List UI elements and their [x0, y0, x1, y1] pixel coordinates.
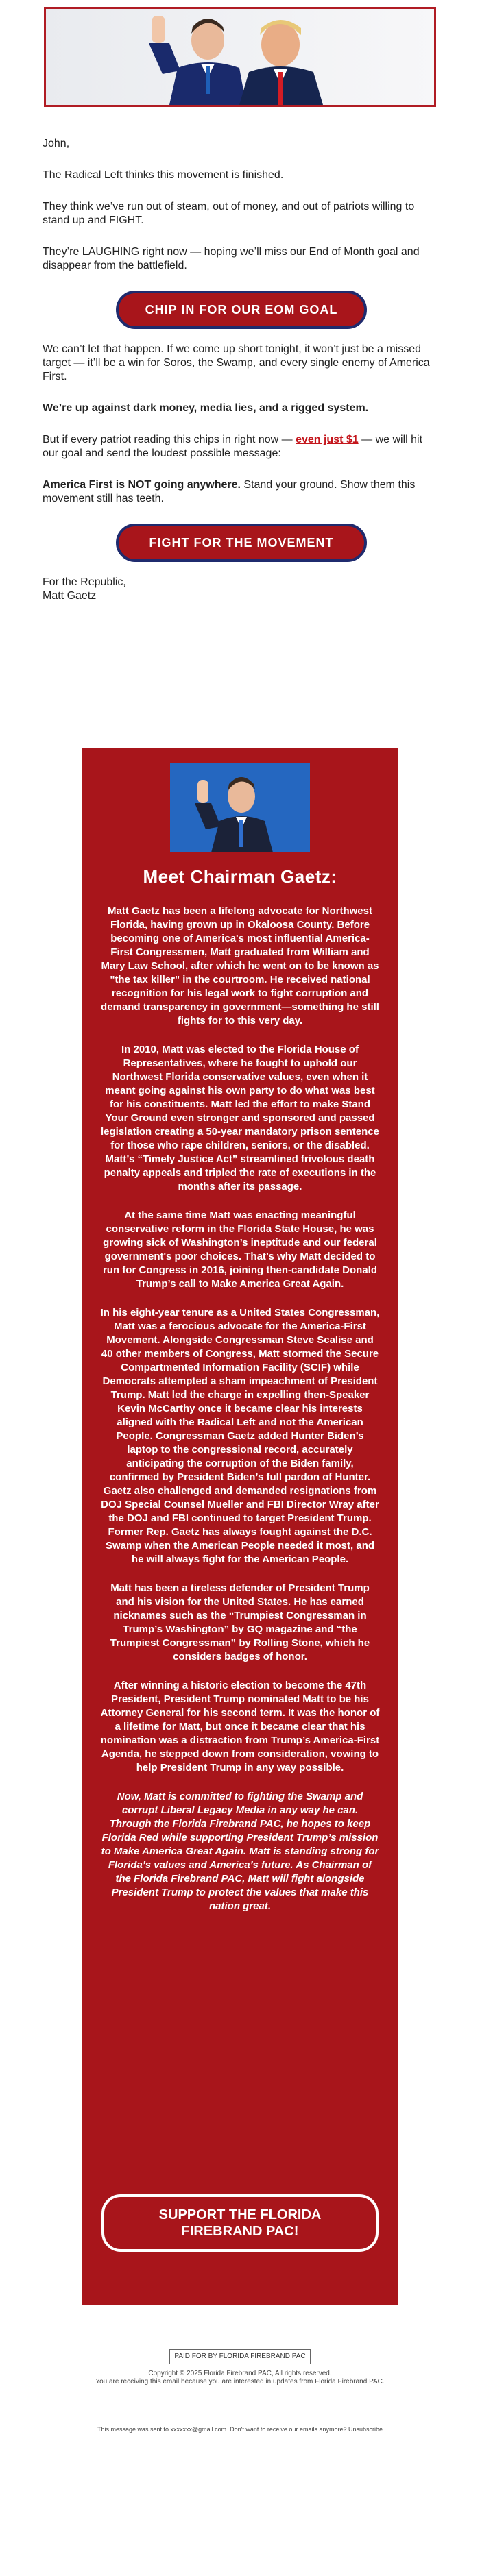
fight-for-movement-button[interactable]: FIGHT FOR THE MOVEMENT — [116, 524, 367, 562]
bio-section — [82, 748, 398, 2305]
paid-for-disclaimer: PAID FOR BY FLORIDA FIREBRAND PAC — [169, 2349, 310, 2364]
bio-paragraph-4: In his eight-year tenure as a United States Congressman, Matt was a ferocious advocate for the America-First Movement. Alongside Congressman Steve Scalise and 40 other members of Congress, Matt stormed the Secure Compartmented Information Facility (SCIF) while Democrats attempted a sham impeachment of President Trump. Matt led the charge in expelling then-Speaker Kevin McCarthy once it became clear his interests aligned with the Radical Left and not the American People. Congressman Gaetz added Hunter Biden’s laptop to the congressional record, accurately anticipating the corruption of the Biden family, confirmed by President Biden’s full pardon of Hunter. Gaetz also challenged and demanded resignations from DOJ Special Counsel Mueller and FBI Director Wray after the DOJ and FBI continued to target President Trump. Former Rep. Gaetz has always fought against the D.C. Swamp when the American People needed it most, and he will always fight for the American People. — [100, 1307, 380, 1565]
chairman-portrait — [170, 763, 310, 852]
bio-heading: Meet Chairman Gaetz: — [143, 866, 337, 887]
support-pac-button[interactable] — [101, 2194, 379, 2252]
paragraph-6 — [43, 433, 440, 461]
paragraph-4: We can’t let that happen. If we come up short tonight, it won’t just be a missed target — it’ll be a win for Soros, the Swamp, and every single enemy of America First. — [43, 343, 430, 382]
signature: Matt Gaetz — [43, 590, 97, 602]
paragraph-3: They’re LAUGHING right now — hoping we’ll miss our End of Month goal and disappear from the battlefield. — [43, 246, 420, 271]
unsubscribe-line[interactable]: This message was sent to xxxxxxx@gmail.com. Don't want to receive our emails anymore? Unsubscribe — [97, 2426, 383, 2433]
bio-text — [100, 905, 380, 1928]
paragraph-7-bold: America First is NOT going anywhere. — [43, 479, 241, 491]
paragraph-6-start: But if every patriot reading this chips in right now — — [43, 434, 296, 445]
bio-paragraph-7: Now, Matt is committed to fighting the Swamp and corrupt Liberal Legacy Media in any way he can. Through the Florida Firebrand PAC, he hopes to keep Florida Red while supporting President Trump’s mission to Make America Great Again. Matt is standing strong for Florida’s values and America’s future. As Chairman of the Florida Firebrand PAC, Matt will fight alongside President Trump to protect the values that make this nation great. — [101, 1791, 379, 1912]
paragraph-7-rest: Stand your ground. Show them this movement still has teeth. — [43, 479, 416, 504]
donate-one-dollar-link[interactable]: even just $1 — [296, 434, 359, 445]
paragraph-5: We’re up against dark money, media lies, and a rigged system. — [43, 402, 369, 414]
support-line-1: SUPPORT THE FLORIDA — [158, 2207, 322, 2222]
copyright: Copyright © 2025 Florida Firebrand PAC, All rights reserved. — [148, 2370, 332, 2377]
paragraph-1: The Radical Left thinks this movement is finished. — [43, 169, 284, 181]
bio-paragraph-5: Matt has been a tireless defender of President Trump and his vision for the United States. He has earned nicknames such as the “Trumpiest Congressman in Trump’s Washington” by GQ magazine and “the Trumpiest Congressman” by Rolling Stone, which he considers badges of honor. — [110, 1582, 370, 1663]
receiving-reason: You are receiving this email because you are interested in updates from Florida Firebrand PAC. — [95, 2378, 385, 2385]
support-line-2: FIREBRAND PAC! — [181, 2224, 299, 2239]
greeting: John, — [43, 138, 70, 149]
chip-in-eom-button[interactable]: CHIP IN FOR OUR EOM GOAL — [116, 291, 367, 329]
paragraph-6-end: — we will hit our goal and send the loudest possible message: — [43, 434, 423, 459]
banner-photo — [46, 9, 434, 105]
footer — [0, 2349, 480, 2386]
bio-paragraph-6: After winning a historic election to become the 47th President, President Trump nominated Matt to be his Attorney General for his second term. It was the honor of a lifetime for Matt, but once it became clear that his nomination was a distraction from Trump’s America-First Agenda, he stepped down from consideration, vowing to help President Trump in any way possible. — [100, 1680, 380, 1774]
chairman-photo — [170, 763, 310, 852]
paragraph-2: They think we’ve run out of steam, out of money, and out of patriots willing to stand up and FIGHT. — [43, 201, 415, 226]
paragraph-7 — [43, 478, 440, 506]
letter-body — [43, 137, 440, 603]
bio-paragraph-3: At the same time Matt was enacting meaningful conservative reform in the Florida State House, he was growing sick of Washington’s ineptitude and our federal government's poor choices. That’s why Matt decided to run for Congress in 2016, joining then-candidate Donald Trump’s call to Make America Great Again. — [102, 1210, 378, 1290]
bio-paragraph-2: In 2010, Matt was elected to the Florida House of Representatives, where he fought to uphold our Northwest Florida conservative values, even when it meant going against his own party to do what was best for his constituents. Matt led the effort to make Stand Your Ground even stronger and sponsored and passed legislation creating a 50-year mandatory prison sentence for those who rape children, seniors, or the disabled. Matt’s “Timely Justice Act” streamlined frivolous death penalty appeals and tripled the rate of executions in the months after its passage. — [101, 1044, 379, 1192]
header-banner-image — [44, 7, 436, 107]
signoff: For the Republic, — [43, 576, 126, 588]
bio-paragraph-1: Matt Gaetz has been a lifelong advocate for Northwest Florida, having grown up in Okaloosa County. Before becoming one of America's most influential America-First Congressmen, Matt graduated from William and Mary Law School, after which he went on to be known as "the tax killer" in the courtroom. He received national recognition for his legal work to fight corruption and demand transparency in government—something he still fights for to this very day. — [101, 905, 379, 1027]
